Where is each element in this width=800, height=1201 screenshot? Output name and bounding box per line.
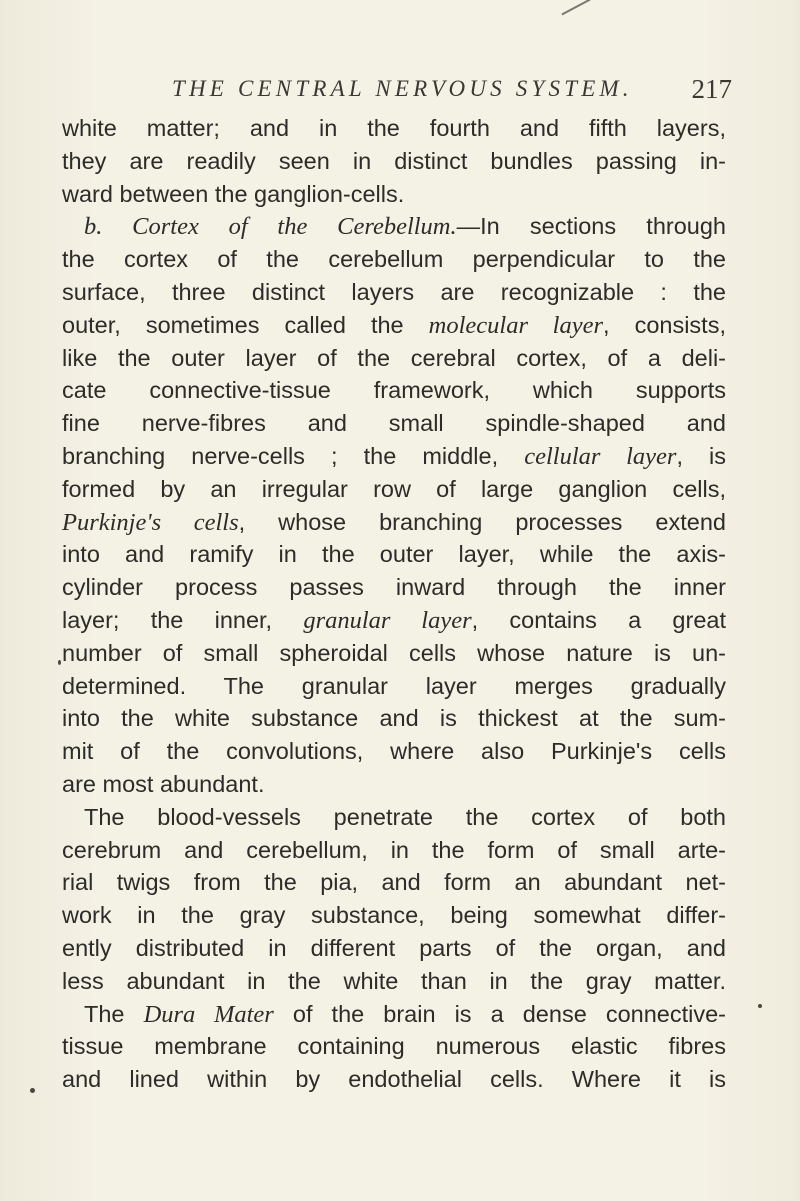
- text-segment: less abundant in the white than in the gray matter.: [62, 967, 726, 994]
- text-line: [62, 342, 726, 375]
- text-segment: work in the gray substance, being somewhat differ-: [62, 902, 726, 929]
- text-segment: The blood-vessels penetrate the cortex of both: [84, 803, 726, 830]
- text-segment: the cortex of the cerebellum perpendicular to the: [62, 246, 726, 273]
- text-line: [62, 965, 726, 998]
- text-segment: and lined within by endothelial cells. Where it is: [62, 1066, 726, 1093]
- text-segment: fine nerve-fibres and small spindle-shaped and: [62, 410, 726, 437]
- text-line: [62, 407, 726, 440]
- text-segment: of the brain is a dense connective-: [273, 1000, 727, 1027]
- text-segment: surface, three distinct layers are recognizable : the: [62, 278, 726, 305]
- text-line: [62, 768, 726, 801]
- ink-speck: [30, 1088, 35, 1093]
- text-line: [62, 637, 726, 670]
- text-line: [62, 276, 726, 309]
- text-segment: ward between the ganglion-cells.: [62, 180, 405, 207]
- text-segment: , is: [676, 442, 727, 469]
- text-line: [62, 998, 726, 1031]
- italic-term: cellular layer: [524, 442, 677, 470]
- text-segment: cylinder process passes inward through the inner: [62, 574, 726, 601]
- ink-speck: [58, 660, 61, 665]
- text-line: [62, 899, 726, 932]
- text-segment: rial twigs from the pia, and form an abundant net-: [62, 869, 726, 896]
- text-segment: , consists,: [603, 311, 726, 338]
- text-line: [62, 932, 726, 965]
- text-segment: ently distributed in different parts of the organ, and: [62, 934, 726, 961]
- body-text: [62, 112, 726, 1096]
- text-segment: white matter; and in the fourth and fifth layers,: [62, 115, 726, 141]
- text-segment: number of small spheroidal cells whose nature is un-: [62, 639, 726, 666]
- text-line: [62, 735, 726, 768]
- text-segment: , whose branching processes extend: [238, 508, 726, 535]
- text-line: [62, 801, 726, 834]
- text-segment: cerebrum and cerebellum, in the form of small arte-: [62, 836, 726, 863]
- text-line: [62, 243, 726, 276]
- text-segment: like the outer layer of the cerebral cortex, of a deli-: [62, 344, 726, 371]
- text-line: [62, 866, 726, 899]
- text-segment: The: [84, 1000, 144, 1027]
- text-line: [62, 145, 726, 178]
- text-segment: they are readily seen in distinct bundles passing in-: [62, 147, 726, 174]
- text-line: [62, 440, 726, 473]
- text-line: [62, 834, 726, 867]
- italic-term: Dura Mater: [143, 1000, 274, 1028]
- corner-pencil-mark: [561, 0, 590, 15]
- text-line: [62, 702, 726, 735]
- text-line: [62, 604, 726, 637]
- text-line: [62, 178, 726, 211]
- text-line: [62, 210, 726, 243]
- text-segment: formed by an irregular row of large ganglion cells,: [62, 475, 726, 502]
- text-segment: layer; the inner,: [62, 606, 304, 633]
- italic-term: molecular layer: [428, 311, 603, 339]
- text-segment: cate connective-tissue framework, which supports: [62, 377, 726, 404]
- text-segment: tissue membrane containing numerous elastic fibres: [62, 1033, 726, 1060]
- running-title: THE CENTRAL NERVOUS SYSTEM.: [172, 76, 633, 101]
- text-line: [62, 1030, 726, 1063]
- text-line: [62, 571, 726, 604]
- italic-term: granular layer: [303, 606, 472, 634]
- italic-term: Purkinje's cells: [62, 508, 239, 536]
- page-number: 217: [691, 74, 732, 104]
- text-segment: outer, sometimes called the: [62, 311, 429, 338]
- text-segment: into the white substance and is thickest at the sum-: [62, 705, 726, 732]
- italic-term: b. Cortex of the Cerebellum.: [84, 213, 457, 241]
- text-segment: determined. The granular layer merges gradually: [62, 672, 726, 699]
- text-segment: are most abundant.: [62, 770, 265, 797]
- text-line: [62, 112, 726, 145]
- text-line: [62, 538, 726, 571]
- text-segment: —In sections through: [456, 213, 726, 240]
- text-line: [62, 1063, 726, 1096]
- ink-speck: [758, 1004, 762, 1008]
- text-line: [62, 309, 726, 342]
- text-segment: , contains a great: [471, 606, 726, 633]
- text-segment: branching nerve-cells ; the middle,: [62, 442, 525, 469]
- text-segment: into and ramify in the outer layer, while the axis-: [62, 541, 726, 568]
- text-line: [62, 473, 726, 506]
- page-header: [60, 76, 740, 112]
- text-line: [62, 670, 726, 703]
- text-line: [62, 506, 726, 539]
- text-segment: mit of the convolutions, where also Purkinje's cells: [62, 738, 726, 765]
- text-line: [62, 374, 726, 407]
